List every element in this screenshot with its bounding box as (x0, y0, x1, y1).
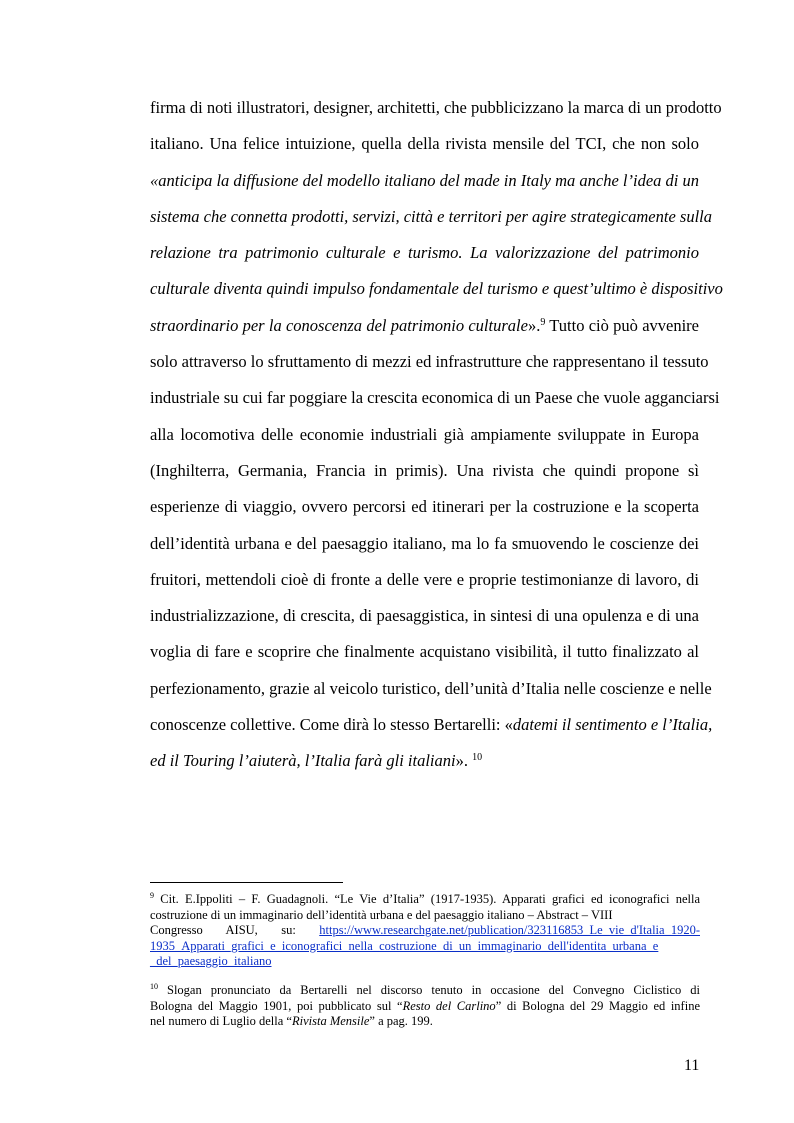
body-line: «anticipa la diffusione del modello italiano del made in Italy ma anche l’idea di un (150, 170, 699, 190)
footnote-number: 9 (150, 891, 154, 900)
footnote-link[interactable]: 1935_Apparati_grafici_e_iconografici_nella_costruzione_di_un_immaginario_dell'identita_urbana_e (150, 938, 659, 953)
body-line: alla locomotiva delle economie industriali già ampiamente sviluppate in Europa (150, 424, 699, 444)
body-line: industrializzazione, di crescita, di paesaggistica, in sintesi di una opulenza e di una (150, 606, 699, 626)
footnote-link[interactable]: _del_paesaggio_italiano (150, 954, 272, 968)
footnote-10: $^{10}$ Slogan pronunciato da Bertarelli nel discorso tenuto in occasione del Convegno Ciclistico di Bologna del Maggio 1901, poi pubblicato sul “Resto del Carlino” di Bologna del 29 Maggio ed infine nel numero di Luglio della “Rivista Mensile” a pag. 199. (150, 982, 700, 1028)
body-line: ed il Touring l’aiuterà, l’Italia farà gli italiani». $^{10}$ (150, 751, 483, 771)
body-line: relazione tra patrimonio culturale e turismo. La valorizzazione del patrimonio (150, 243, 699, 263)
page-number: 11 (684, 1057, 700, 1074)
body-line: fruitori, mettendoli cioè di fronte a delle vere e proprie testimonianze di lavoro, di (150, 569, 699, 589)
body-line: culturale diventa quindi impulso fondamentale del turismo e quest’ultimo è dispositivo (150, 279, 723, 299)
footnote-number: 10 (150, 982, 158, 991)
footnote-separator (150, 882, 343, 883)
footnote-9: $^9$ Cit. E.Ippoliti – F. Guadagnoli. “Le Vie d’Italia” (1917-1935). Apparati grafici ed iconografici nella costruzione di un immaginario dell’identità urbana e del paesaggio italiano – Abstract – VIII Congresso AISU, su: https://www.researchgate.net/publication/323116853_Le_vie_d'Italia_1920- 1935_Apparati_grafici_e_iconografici_nella_costruzione_di_un_immaginario_dell'identita_urbana_e _del_paesaggio_italiano (150, 891, 700, 968)
body-line: straordinario per la conoscenza del patrimonio culturale».$^9$ Tutto ciò può avvenire (150, 315, 699, 335)
body-line: perfezionamento, grazie al veicolo turistico, dell’unità d’Italia nelle coscienze e nelle (150, 678, 712, 698)
body-line: voglia di fare e scoprire che finalmente acquistano visibilità, il tutto finalizzato al (150, 642, 699, 662)
body-line: dell’identità urbana e del paesaggio italiano, ma lo fa smuovendo le coscienze dei (150, 533, 699, 553)
body-line: esperienze di viaggio, ovvero percorsi ed itinerari per la costruzione e la scoperta (150, 497, 699, 517)
body-line: (Inghilterra, Germania, Francia in primis). Una rivista che quindi propone sì (150, 460, 699, 480)
body-line: firma di noti illustratori, designer, architetti, che pubblicizzano la marca di un prodotto (150, 98, 722, 117)
body-line: industriale su cui far poggiare la crescita economica di un Paese che vuole agganciarsi (150, 388, 720, 408)
body-text (150, 90, 723, 780)
body-line: solo attraverso lo sfruttamento di mezzi ed infrastrutture che rappresentano il tessuto (150, 352, 709, 372)
footnote-link[interactable]: https://www.researchgate.net/publication/323116853_Le_vie_d'Italia_1920- (319, 923, 700, 937)
body-line: conoscenze collettive. Come dirà lo stesso Bertarelli: «datemi il sentimento e l’Italia, (150, 715, 713, 735)
footnote-ref-10: 10 (472, 752, 483, 764)
footnote-ref-9: 9 (540, 316, 546, 328)
body-line: sistema che connetta prodotti, servizi, città e territori per agire strategicamente sulla (150, 206, 712, 226)
body-line: italiano. Una felice intuizione, quella della rivista mensile del TCI, che non solo (150, 134, 699, 154)
